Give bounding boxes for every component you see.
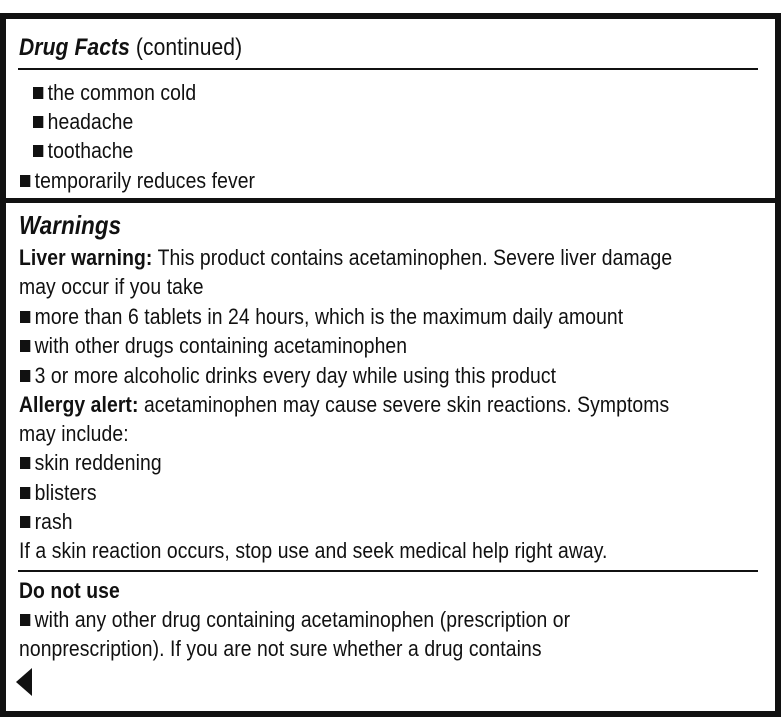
bullet-icon	[20, 311, 30, 323]
liver-warning-label: Liver warning:	[19, 245, 153, 270]
bullet-icon	[20, 340, 30, 352]
do-not-use-rule	[18, 570, 758, 572]
liver-item: with other drugs containing acetaminophen	[20, 333, 407, 359]
liver-warning-cont: may occur if you take	[19, 274, 204, 299]
liver-warning: Liver warning: This product contains acetaminophen. Severe liver damage	[19, 245, 673, 270]
do-not-use-cont: nonprescription). If you are not sure whether a drug contains	[19, 636, 542, 661]
bullet-icon	[33, 87, 43, 99]
do-not-use-item: with any other drug containing acetaminophen (prescription or	[20, 607, 570, 633]
drug-facts-title: Drug Facts	[19, 34, 130, 61]
section-divider	[6, 198, 775, 203]
use-item: the common cold	[33, 80, 196, 106]
bullet-icon	[20, 614, 30, 626]
bullet-icon	[20, 175, 30, 187]
bullet-icon	[33, 116, 43, 128]
allergy-item: rash	[20, 509, 73, 535]
left-triangle-icon	[16, 668, 32, 696]
bullet-icon	[20, 370, 30, 382]
use-item: temporarily reduces fever	[20, 168, 255, 194]
liver-item: 3 or more alcoholic drinks every day while using this product	[20, 363, 556, 389]
allergy-alert-cont: may include:	[19, 421, 129, 446]
allergy-item: skin reddening	[20, 450, 162, 476]
liver-item: more than 6 tablets in 24 hours, which is the maximum daily amount	[20, 304, 623, 330]
use-item: headache	[33, 109, 133, 135]
do-not-use-heading: Do not use	[19, 578, 120, 603]
drug-facts-title-suffix: (continued)	[129, 34, 243, 61]
warnings-heading: Warnings	[19, 210, 122, 240]
use-item: toothache	[33, 138, 133, 164]
bullet-icon	[20, 487, 30, 499]
allergy-alert-label: Allergy alert:	[19, 392, 139, 417]
allergy-action: If a skin reaction occurs, stop use and seek medical help right away.	[19, 538, 608, 563]
drug-facts-header	[19, 35, 242, 61]
allergy-item: blisters	[20, 480, 97, 506]
bullet-icon	[33, 145, 43, 157]
allergy-alert: Allergy alert: acetaminophen may cause severe skin reactions. Symptoms	[19, 392, 670, 417]
bullet-icon	[20, 457, 30, 469]
bullet-icon	[20, 516, 30, 528]
header-rule	[18, 68, 758, 70]
